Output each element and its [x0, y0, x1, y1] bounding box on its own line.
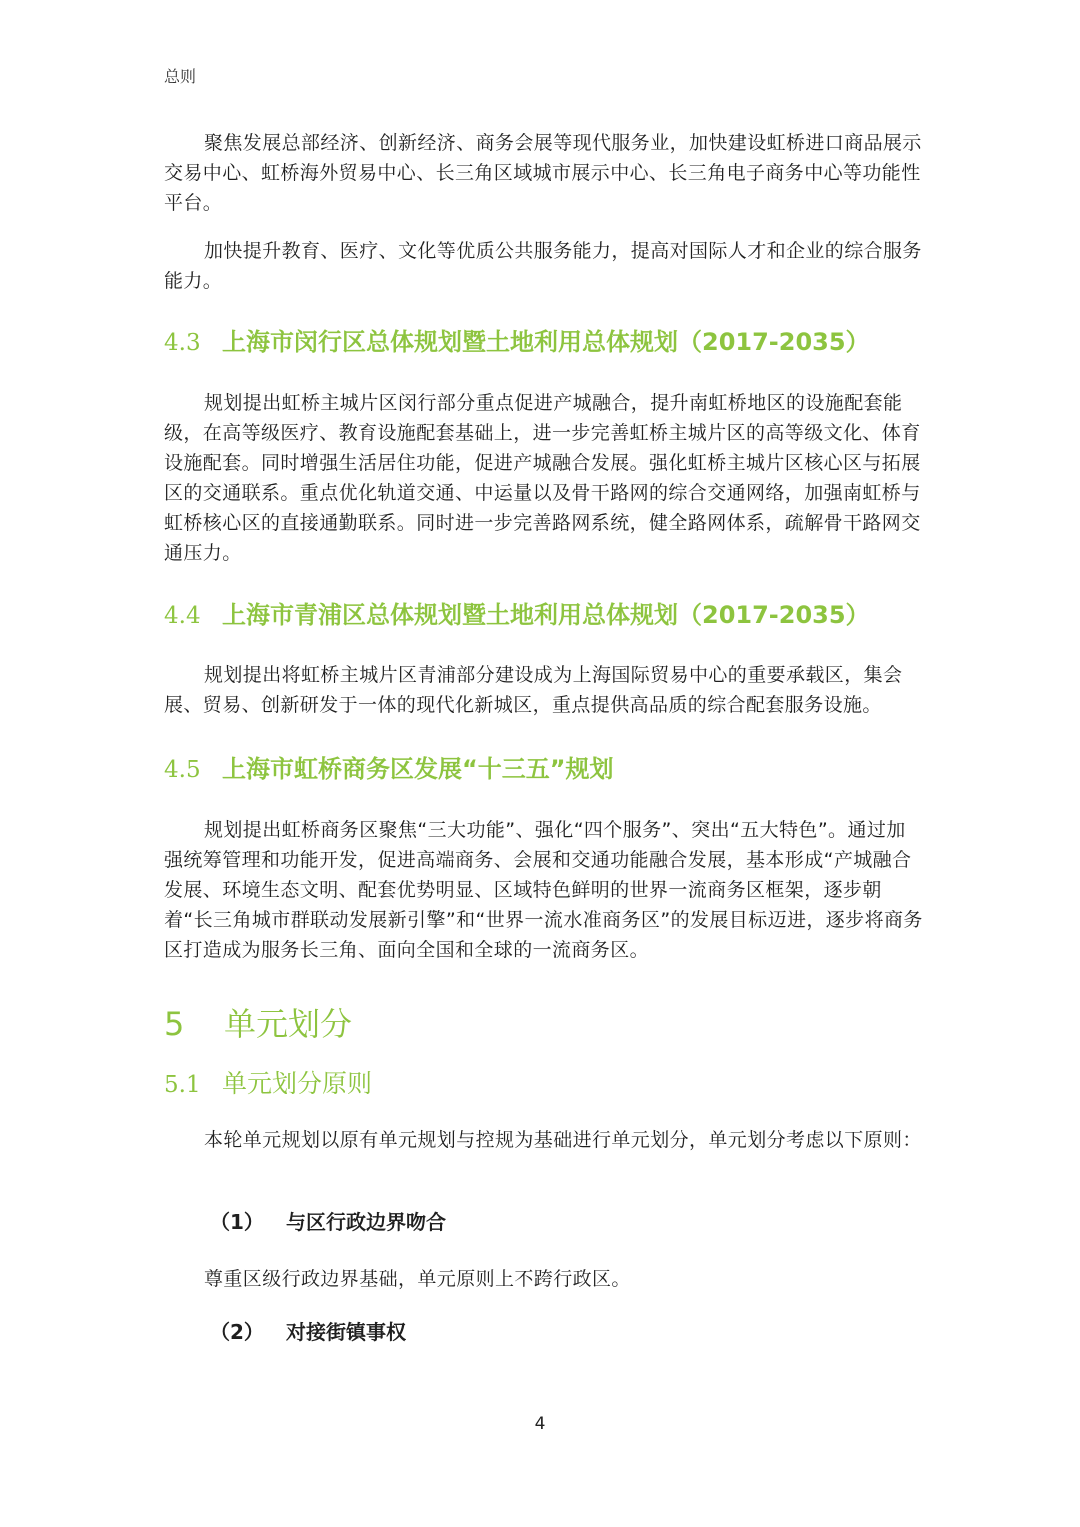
section-heading-4-4 — [164, 597, 870, 634]
paragraph: 加快提升教育、医疗、文化等优质公共服务能力，提高对国际人才和企业的综合服务能力。 — [164, 240, 922, 292]
chapter-heading-5 — [164, 1002, 352, 1046]
section-number: 4.3 — [164, 330, 201, 356]
chapter-title: 单元划分 — [224, 1005, 353, 1043]
paragraph: 规划提出虹桥主城片区闵行部分重点促进产城融合，提升南虹桥地区的设施配套能级，在高等级医疗、教育设施配套基础上，进一步完善虹桥主城片区的高等级文化、体育设施配套。同时增强生活居住功能，促进产城融合发展。强化虹桥主城片区核心区与拓展区的交通联系。重点优化轨道交通、中运量以及骨干路网的综合交通网络，加强南虹桥与虹桥核心区的直接通勤联系。同时进一步完善路网系统，健全路网体系，疏解骨干路网交通压力。 — [164, 392, 921, 564]
section-number: 4.5 — [164, 757, 201, 783]
section-title: 上海市青浦区总体规划暨土地利用总体规划（2017-2035） — [222, 601, 870, 629]
paragraph: 尊重区级行政边界基础，单元原则上不跨行政区。 — [204, 1268, 631, 1290]
page-number: 4 — [534, 1414, 546, 1434]
section-heading-4-3 — [164, 324, 870, 361]
paragraph: 规划提出虹桥商务区聚焦“三大功能”、强化“四个服务”、突出“五大特色”。通过加强统筹管理和功能开发，促进高端商务、会展和交通功能融合发展，基本形成“产城融合发展、环境生态文明、配套优势明显、区域特色鲜明的世界一流商务区框架，逐步朝着“长三角城市群联动发展新引擎”和“世界一流水准商务区”的发展目标迈进，逐步将商务区打造成为服务长三角、面向全国和全球的一流商务区。 — [164, 819, 923, 961]
item-heading-2 — [210, 1317, 406, 1347]
paragraph: 本轮单元规划以原有单元规划与控规为基础进行单元划分，单元划分考虑以下原则： — [204, 1129, 922, 1151]
chapter-number: 5 — [164, 1005, 185, 1043]
section-number: 4.4 — [164, 603, 201, 629]
item-heading-1 — [210, 1207, 446, 1237]
section-number: 5.1 — [164, 1072, 201, 1098]
item-number: （1） — [210, 1210, 264, 1234]
paragraph: 聚焦发展总部经济、创新经济、商务会展等现代服务业，加快建设虹桥进口商品展示交易中心、虹桥海外贸易中心、长三角区域城市展示中心、长三角电子商务中心等功能性平台。 — [164, 132, 922, 214]
item-title: 对接街镇事权 — [286, 1320, 406, 1344]
section-title: 上海市闵行区总体规划暨土地利用总体规划（2017-2035） — [222, 328, 870, 356]
item-title: 与区行政边界吻合 — [286, 1210, 446, 1234]
paragraph: 规划提出将虹桥主城片区青浦部分建设成为上海国际贸易中心的重要承载区，集会展、贸易、创新研发于一体的现代化新城区，重点提供高品质的综合配套服务设施。 — [164, 664, 903, 716]
item-number: （2） — [210, 1320, 264, 1344]
section-title: 上海市虹桥商务区发展“十三五”规划 — [222, 755, 614, 783]
section-title: 单元划分原则 — [222, 1069, 373, 1098]
running-header: 总则 — [164, 67, 197, 86]
section-heading-5-1 — [164, 1066, 372, 1103]
section-heading-4-5 — [164, 751, 614, 788]
